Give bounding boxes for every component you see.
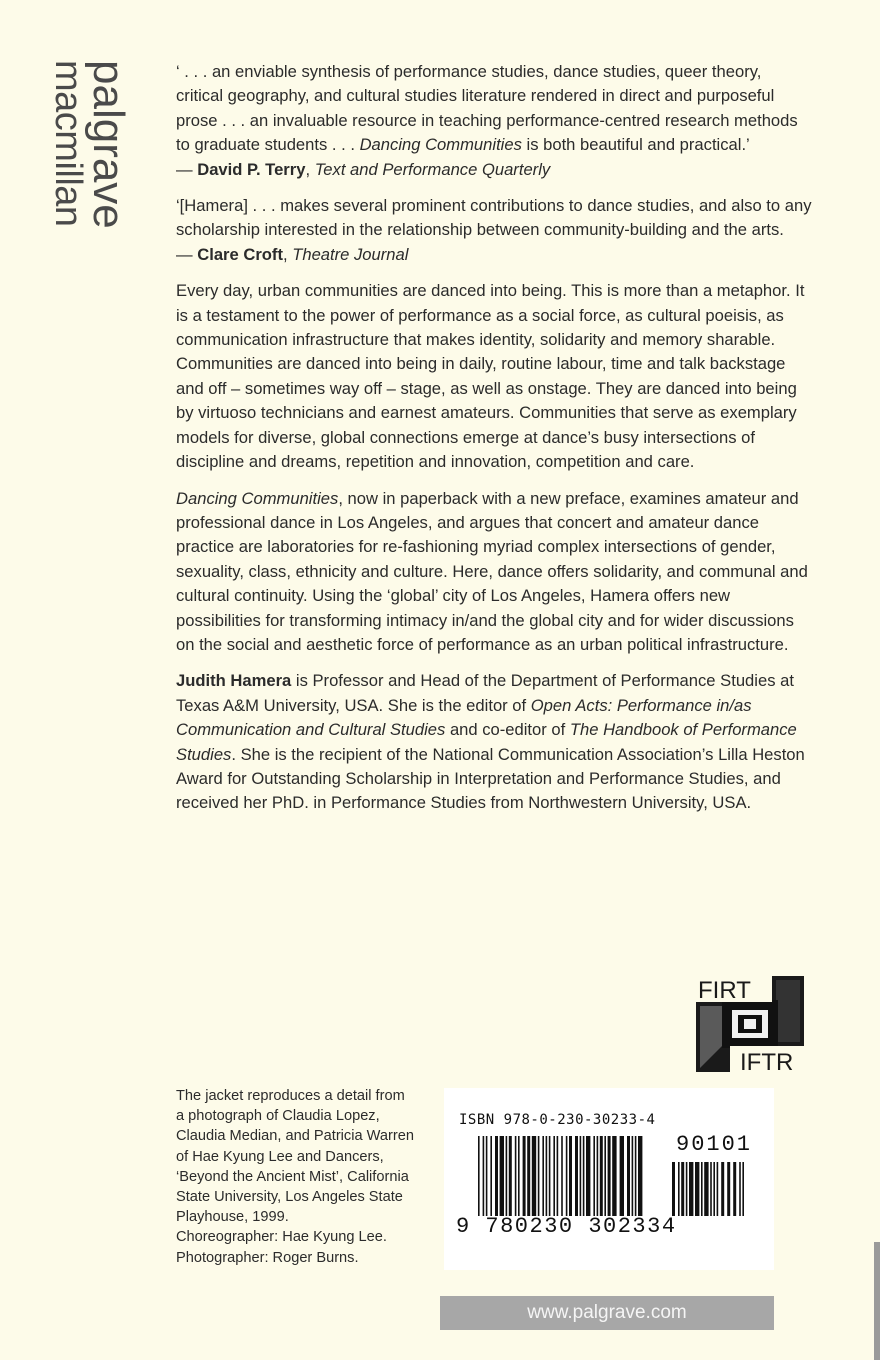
barcode-bar (686, 1162, 688, 1216)
barcode-panel (444, 1088, 774, 1270)
palgrave-macmillan-logo (47, 60, 133, 229)
barcode-bar (710, 1162, 712, 1216)
back-cover-text (176, 60, 812, 816)
price-code: 90101 (676, 1132, 753, 1157)
barcode-bar (701, 1162, 703, 1216)
credit-line: Photographer: Roger Burns. (176, 1249, 359, 1266)
review-2-quote: ‘[Hamera] . . . makes several prominent contributions to dance studies, and also to any scholarship interested in the relationship between community-building and the arts. (176, 196, 812, 240)
barcode-bar (704, 1162, 708, 1216)
credit-line: The jacket reproduces a detail from (176, 1088, 405, 1104)
edge-mark (874, 1242, 880, 1360)
barcode-bar (717, 1162, 719, 1216)
iftr-text: IFTR (740, 1049, 794, 1072)
credit-line: ‘Beyond the Ancient Mist’, California (176, 1168, 409, 1185)
review-2-attribution: — Clare Croft, Theatre Journal (176, 244, 409, 264)
credit-line: of Hae Kyung Lee and Dancers, (176, 1148, 384, 1165)
description-paragraph-2: Dancing Communities, now in paperback with a new preface, examines amateur and professional dance in Los Angeles, and argues that concert and amateur dance practice are laboratories for re-fashioning myriad complex intersections of gender, sexuality, class, ethnicity and culture. Here, dance offers solidarity, and communal and cultural continuity. Using the ‘global’ city of Los Angeles, Hamera offers new possibilities for transforming intimacy in/and the global city and for wider discussions on the social and aesthetic force of performance as an urban political infrastructure. (176, 488, 808, 654)
barcode-bar (742, 1162, 744, 1216)
logo-line-palgrave: palgrave (84, 60, 133, 229)
logo-line-macmillan: macmillan (47, 60, 89, 227)
barcode-bar (727, 1162, 730, 1216)
barcode-bar (681, 1162, 684, 1216)
credit-line: Playhouse, 1999. (176, 1209, 289, 1226)
barcode-bar (672, 1162, 675, 1216)
review-1-attribution: — David P. Terry, Text and Performance Quarterly (176, 159, 551, 179)
ean-digits: 9 780230 302334 (456, 1214, 677, 1239)
barcode-bar (713, 1162, 715, 1216)
barcode-bar (739, 1162, 741, 1216)
jacket-credits (176, 1086, 438, 1268)
author-bio: Judith Hamera is Professor and Head of the Department of Performance Studies at Texas A&M University, USA. She is the editor of Open Acts: Performance in/as Communication and Cultural Studies and co-editor of The Handbook of Performance Studies. She is the recipient of the National Communication Association’s Lilla Heston Award for Outstanding Scholarship in Interpretation and Performance Studies, and received her PhD. in Performance Studies from Northwestern University, USA. (176, 671, 805, 813)
credit-line: State University, Los Angeles State (176, 1189, 403, 1206)
firt-text: FIRT (698, 977, 751, 1004)
barcode-bar (721, 1162, 724, 1216)
barcode-bar (678, 1162, 680, 1216)
barcode-bar (689, 1162, 693, 1216)
isbn-text: ISBN 978-0-230-30233-4 (459, 1112, 656, 1128)
firt-iftr-logo (696, 976, 804, 1072)
credit-line: Choreographer: Hae Kyung Lee. (176, 1229, 387, 1246)
description-paragraph-1: Every day, urban communities are danced into being. This is more than a metaphor. It is a testament to the power of performance as a social force, as cultural poeisis, as communication infrastructure that makes identity, solidarity and memory sharable. Communities are danced into being in daily, routine labour, time and talk backstage and off – sometimes way off – stage, as well as onstage. They are danced into being by virtuoso technicians and earnest amateurs. Communities that serve as exemplary models for diverse, global connections emerge at dance’s busy intersections of discipline and dreams, repetition and innovation, competition and care. (176, 281, 805, 472)
publisher-url[interactable]: www.palgrave.com (440, 1296, 774, 1330)
review-1-quote: ‘ . . . an enviable synthesis of performance studies, dance studies, queer theory, critical geography, and cultural studies literature rendered in direct and purposeful prose . . . an invaluable resource in teaching performance-centred research methods to graduate students . . . Dancing Communities is both beautiful and practical.’ (176, 62, 798, 155)
credit-line: Claudia Median, and Patricia Warren (176, 1128, 414, 1145)
addon-barcode (444, 1088, 774, 1270)
barcode-bar (695, 1162, 699, 1216)
credit-line: a photograph of Claudia Lopez, (176, 1108, 380, 1125)
barcode-bar (733, 1162, 736, 1216)
